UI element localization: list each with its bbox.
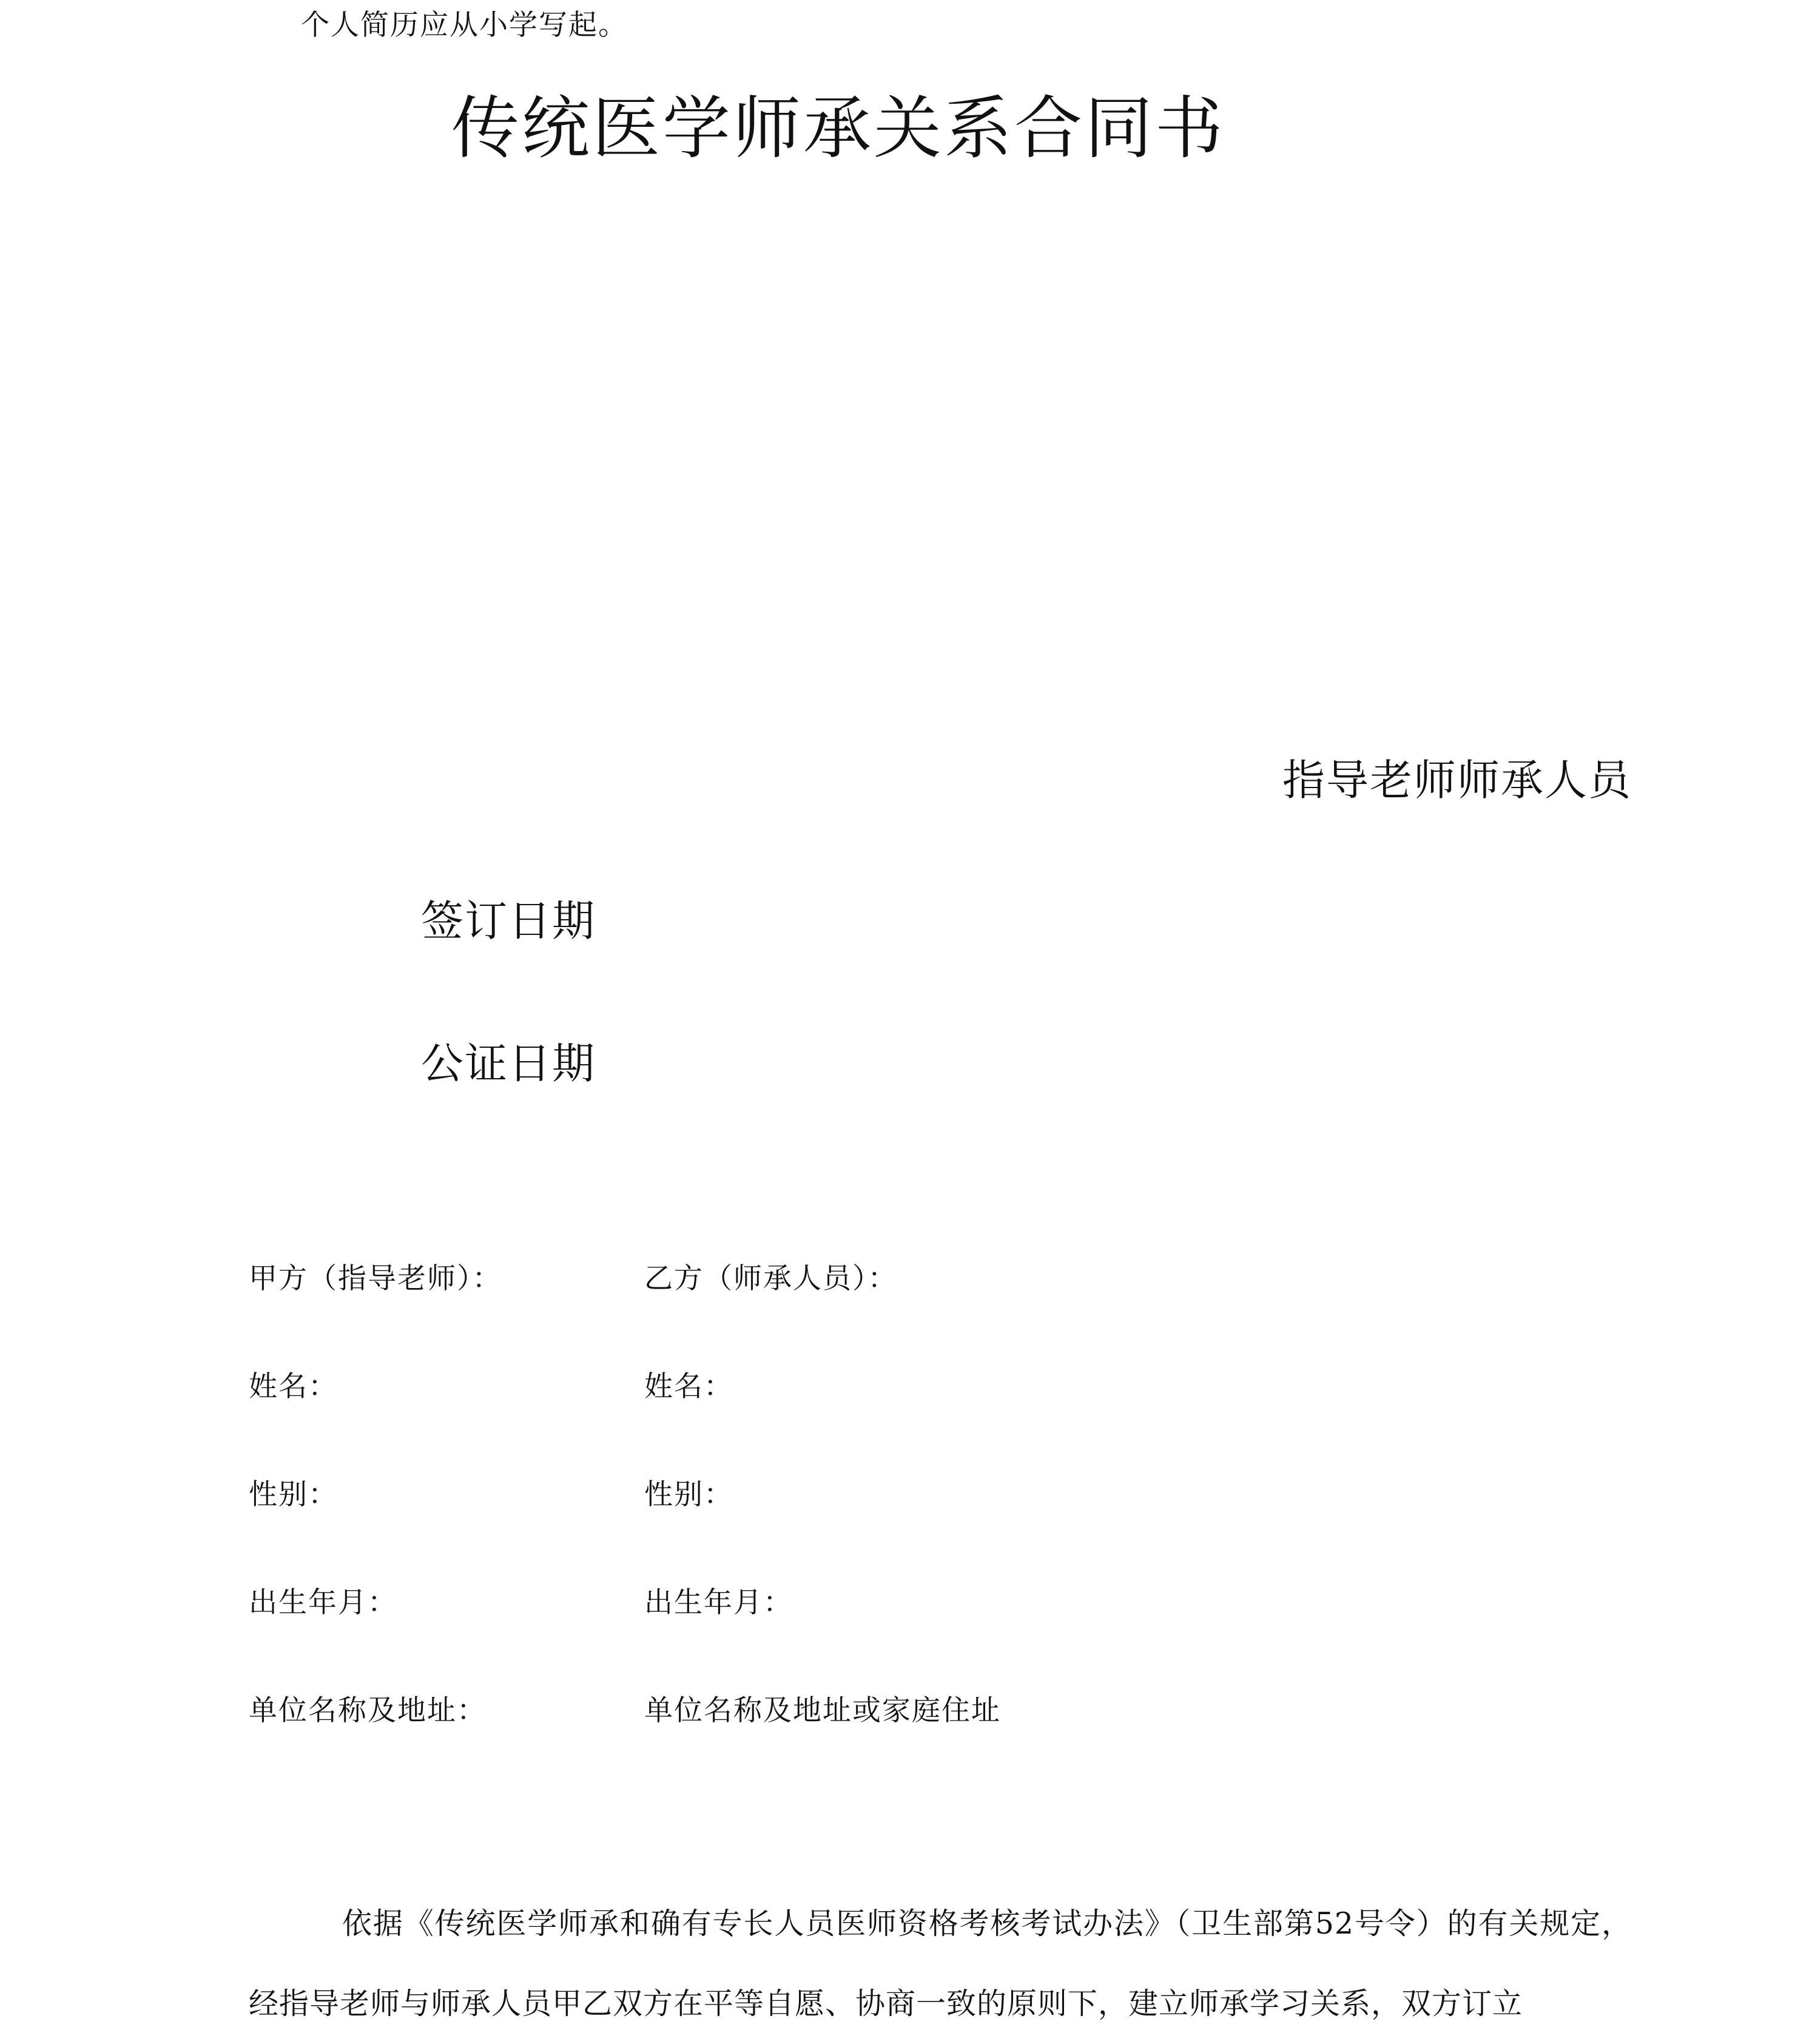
party-a-address-label: 单位名称及地址： xyxy=(249,1694,487,1727)
sign-date-label: 签订日期 xyxy=(421,896,596,946)
roles-line: 指导老师师承人员 xyxy=(1282,755,1632,805)
party-b-name-label: 姓名： xyxy=(644,1370,733,1403)
party-b-header: 乙方（师承人员）： xyxy=(644,1262,898,1295)
party-a-gender-label: 性别： xyxy=(249,1478,338,1511)
party-b-gender-label: 性别： xyxy=(644,1478,733,1511)
party-a-birth-label: 出生年月： xyxy=(249,1586,397,1619)
party-a-name-label: 姓名： xyxy=(249,1370,338,1403)
notary-date-label: 公证日期 xyxy=(421,1039,596,1088)
page-title: 传统医学师承关系合同书 xyxy=(451,89,1225,168)
party-b-address-label: 单位名称及地址或家庭住址 xyxy=(644,1694,1001,1727)
contract-body-paragraph: 依据《传统医学师承和确有专长人员医师资格考核考试办法》（卫生部第52号令）的有关规定，经指导老师与师承人员甲乙双方在平等自愿、协商一致的原则下，建立师承学习关系，双方订立 xyxy=(249,1906,1632,2021)
party-a-header: 甲方（指导老师）： xyxy=(249,1262,502,1295)
resume-note: 个人简历应从小学写起。 xyxy=(301,8,628,42)
party-b-birth-label: 出生年月： xyxy=(644,1586,793,1619)
